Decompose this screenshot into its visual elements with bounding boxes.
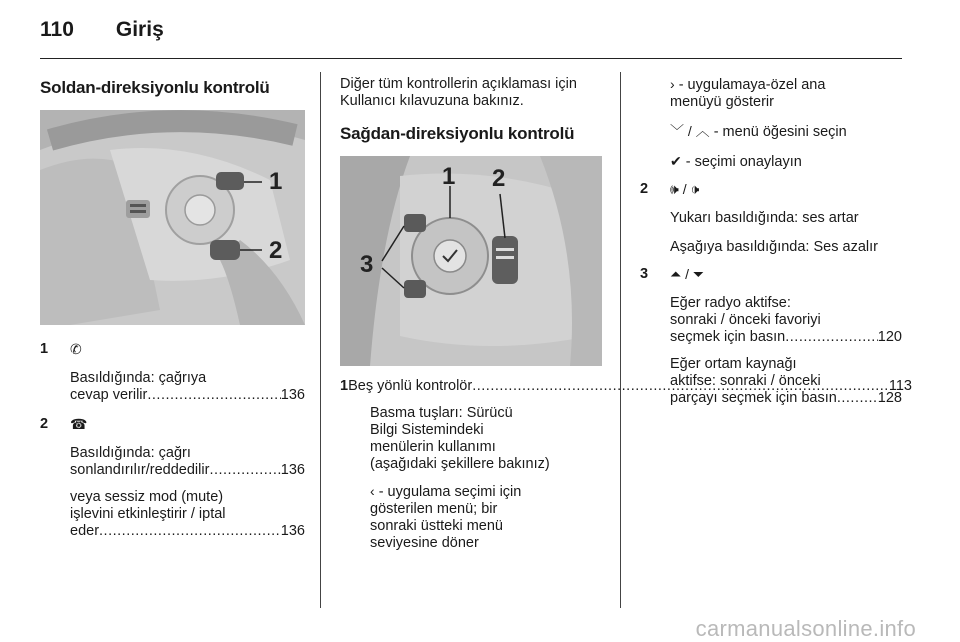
right-item-3-number: 3 [640,266,649,282]
middle-back-line-4: seviyesine döner [370,535,479,551]
phone-answer-icon: ✆ [70,341,82,357]
left-item-1-number: 1 [40,341,49,357]
left-item-2-extra-leader: eder ..... 136 [40,523,305,540]
chapter-title: Giriş [115,18,164,41]
right-check-line: ✔ - seçimi onaylayın [670,153,802,170]
right-item-3-radio-2: sonraki / önceki favoriyi [670,312,821,328]
middle-line-1: Basma tuşları: Sürücü [370,405,513,421]
page-ref: 128 [877,390,902,406]
figure-right-callout-1: 1 [442,163,456,190]
left-item-2 [40,416,305,540]
steering-wheel-right-illustration [340,156,602,366]
figure-right-callout-2: 2 [492,165,506,192]
phone-hangup-icon: ☎ [70,416,88,432]
column-divider-2 [620,72,621,608]
right-column [640,72,902,407]
right-updown-line: ﹀ / ︿ - menü öğesini seçin [670,123,847,140]
left-item-2-desc: Basıldığında: çağrı [70,445,191,461]
steering-wheel-left-figure [40,110,305,325]
seek-up-down-icon: ⏶ / ⏷ [670,266,705,282]
left-item-1-desc: Basıldığında: çağrıya [70,370,207,386]
page-ref: 113 [888,378,912,394]
left-section-title: Soldan-direksiyonlu kontrolü [40,78,270,97]
right-item-2 [640,181,902,256]
middle-back-line-2: gösterilen menü; bir [370,501,498,517]
middle-section-title: Sağdan-direksiyonlu kontrolü [340,124,575,143]
middle-back-line-1: ‹ - uygulama seçimi için [370,483,522,500]
right-item-3-radio-leader: seçmek için basın ..... 120 [670,329,902,346]
chevron-left-icon: ‹ [370,483,375,499]
page-ref: 136 [280,523,305,539]
right-item-2-down: Aşağıya basıldığında: Ses azalır [670,239,878,255]
page-header [40,18,164,48]
left-item-2-extra-1: veya sessiz mod (mute) [70,489,224,505]
figure-left-callout-2: 2 [269,237,283,264]
right-forward-line-2: menüyü gösterir [670,94,774,110]
middle-item-1-leader: Beş yönlü kontrolör ..... 113 [348,378,912,395]
middle-item-1-number: 1 [340,378,349,394]
right-item-3-radio-1: Eğer radyo aktifse: [670,295,791,311]
steering-wheel-right-figure [340,156,602,366]
figure-left-callout-1: 1 [269,168,283,195]
right-item-2-up: Yukarı basıldığında: ses artar [670,210,859,226]
figure-right-callout-3: 3 [360,251,374,278]
page-ref: 120 [877,329,902,345]
middle-line-3: menülerin kullanımı [370,439,496,455]
middle-line-2: Bilgi Sistemindeki [370,422,484,438]
chevron-up-down-icon: ﹀ / ︿ [670,123,710,139]
right-item-3-media-1: Eğer ortam kaynağı [670,356,797,372]
middle-back-line-3: sonraki üstteki menü [370,518,503,534]
chevron-right-icon: › [670,76,675,92]
right-item-2-number: 2 [640,181,649,197]
right-forward-line-1: › - uygulamaya-özel ana [670,76,826,93]
left-item-2-extra-2: işlevini etkinleştirir / iptal [70,506,226,522]
middle-line-4: (aşağıdaki şekillere bakınız) [370,456,550,472]
right-item-3-media-2: aktifse: sonraki / önceki [670,373,821,389]
right-item-3-media-leader: parçayı seçmek için basın ..... 128 [670,390,902,407]
left-item-2-leader: sonlandırılır/reddedilir ..... 136 [40,462,305,479]
middle-intro: Diğer tüm kontrollerin açıklaması için Kullanıcı kılavuzuna bakınız. [340,76,577,109]
volume-icon: 🕪 / 🕩 [670,181,700,197]
check-icon: ✔ [670,153,682,169]
steering-wheel-left-illustration [40,110,305,325]
left-item-1 [40,341,305,404]
left-column [40,72,305,540]
column-divider-1 [320,72,321,608]
header-rule [40,58,902,59]
right-item-3 [640,266,902,407]
watermark: carmanualsonline.info [695,616,916,641]
page-number: 110 [40,18,74,41]
left-item-2-number: 2 [40,416,49,432]
left-item-1-leader: cevap verilir ..... 136 [40,387,305,404]
page-ref: 136 [280,462,305,478]
page-ref: 136 [280,387,305,403]
